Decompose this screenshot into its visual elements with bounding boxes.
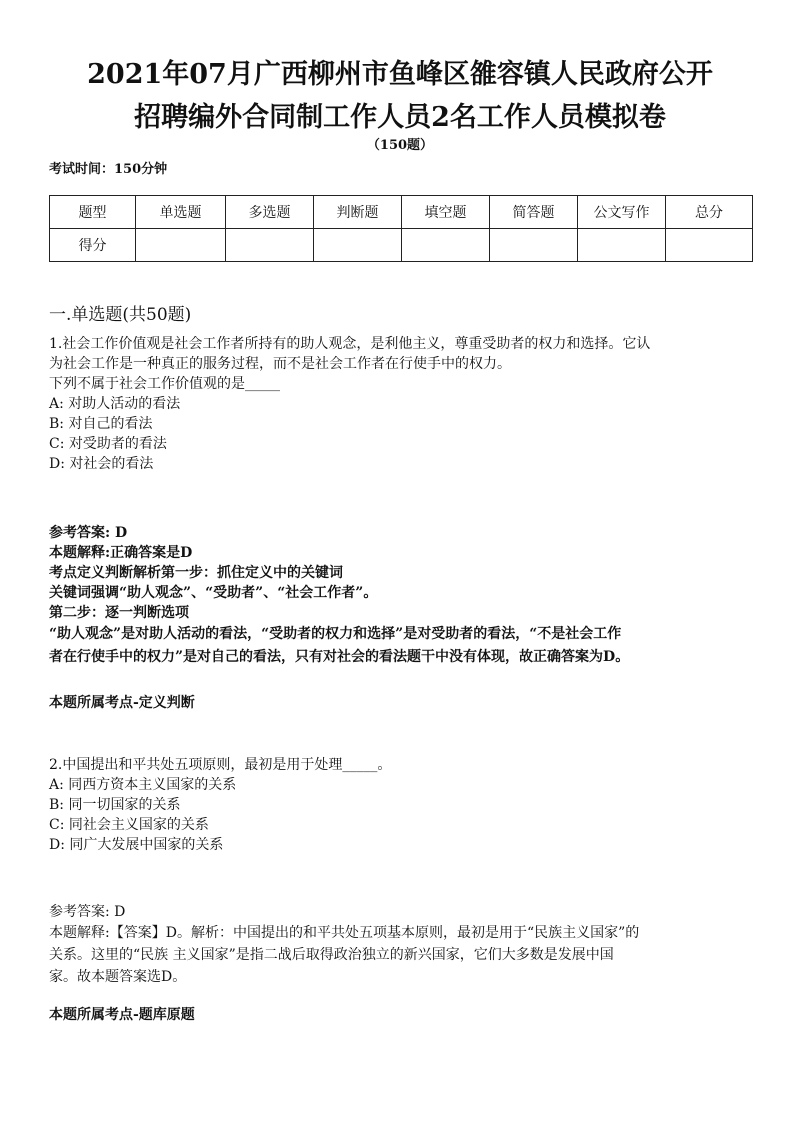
score-cell[interactable] (666, 229, 753, 262)
option-d: D: 同广大发展中国家的关系 (49, 837, 224, 853)
option-c: C: 对受助者的看法 (49, 436, 167, 452)
option-b: B: 同一切国家的关系 (49, 797, 181, 813)
score-row-label: 得分 (50, 229, 136, 262)
score-cell[interactable] (136, 229, 226, 262)
header-cell-single-choice: 单选题 (136, 196, 226, 229)
explanation-line: 者在行使手中的权力”是对自己的看法，只有对社会的看法题干中没有体现，故正确答案为D。 (49, 649, 630, 665)
explanation-line: “助人观念”是对助人活动的看法，“受助者的权力和选择”是对受助者的看法，“不是社会工作 (49, 626, 622, 642)
question-count: （150题） (366, 138, 434, 153)
header-cell-true-false: 判断题 (314, 196, 402, 229)
question-stem: 1.社会工作价值观是社会工作者所持有的助人观念，是利他主义，尊重受助者的权力和选择。它认 (49, 336, 651, 352)
question-stem: 下列不属于社会工作价值观的是_____ (49, 376, 280, 392)
header-cell-official-writing: 公文写作 (578, 196, 666, 229)
score-cell[interactable] (578, 229, 666, 262)
document-title-line-2: 招聘编外合同制工作人员2名工作人员模拟卷 (134, 102, 666, 133)
header-cell-total: 总分 (666, 196, 753, 229)
explanation-line: 关系。这里的“民族 主义国家”是指二战后取得政治独立的新兴国家，它们大多数是发展中国 (49, 947, 614, 963)
explanation-line: 考点定义判断解析第一步：抓住定义中的关键词 (49, 565, 343, 581)
header-cell-multiple-choice: 多选题 (226, 196, 314, 229)
explanation-line: 第二步：逐一判断选项 (49, 605, 189, 621)
reference-answer: 参考答案: D (49, 904, 126, 920)
question-1-answer (49, 523, 755, 669)
explanation-line: 关键词强调“助人观念”、“受助者”、“社会工作者”。 (49, 585, 378, 601)
question-stem: 2.中国提出和平共处五项原则，最初是用于处理_____。 (49, 757, 392, 773)
question-1-topic: 本题所属考点-定义判断 (49, 695, 195, 711)
question-2-answer (49, 902, 755, 988)
header-cell-fill-blank: 填空题 (402, 196, 490, 229)
option-b: B: 对自己的看法 (49, 416, 153, 432)
score-table-score-row (50, 229, 753, 262)
score-cell[interactable] (490, 229, 578, 262)
section-title: 一.单选题(共50题) (49, 305, 192, 325)
question-2 (49, 755, 755, 855)
score-table-header-row (50, 196, 753, 229)
document-title-line-1: 2021年07月广西柳州市鱼峰区雒容镇人民政府公开 (87, 59, 713, 90)
score-table (49, 195, 753, 262)
question-2-topic: 本题所属考点-题库原题 (49, 1007, 195, 1023)
explanation-line: 本题解释:正确答案是D (49, 545, 193, 561)
option-c: C: 同社会主义国家的关系 (49, 817, 209, 833)
option-a: A: 对助人活动的看法 (49, 396, 181, 412)
reference-answer: 参考答案: D (49, 525, 128, 541)
score-cell[interactable] (226, 229, 314, 262)
header-cell-short-answer: 简答题 (490, 196, 578, 229)
question-stem: 为社会工作是一种真正的服务过程，而不是社会工作者在行使手中的权力。 (49, 356, 511, 372)
explanation-line: 家。故本题答案选D。 (49, 969, 187, 985)
score-cell[interactable] (402, 229, 490, 262)
header-cell-type: 题型 (50, 196, 136, 229)
option-d: D: 对社会的看法 (49, 456, 154, 472)
exam-time: 考试时间：150分钟 (49, 162, 168, 177)
score-cell[interactable] (314, 229, 402, 262)
explanation-line: 本题解释:【答案】D。解析：中国提出的和平共处五项基本原则，最初是用于“民族主义国家”的 (49, 925, 640, 941)
option-a: A: 同西方资本主义国家的关系 (49, 777, 237, 793)
question-1 (49, 334, 755, 474)
